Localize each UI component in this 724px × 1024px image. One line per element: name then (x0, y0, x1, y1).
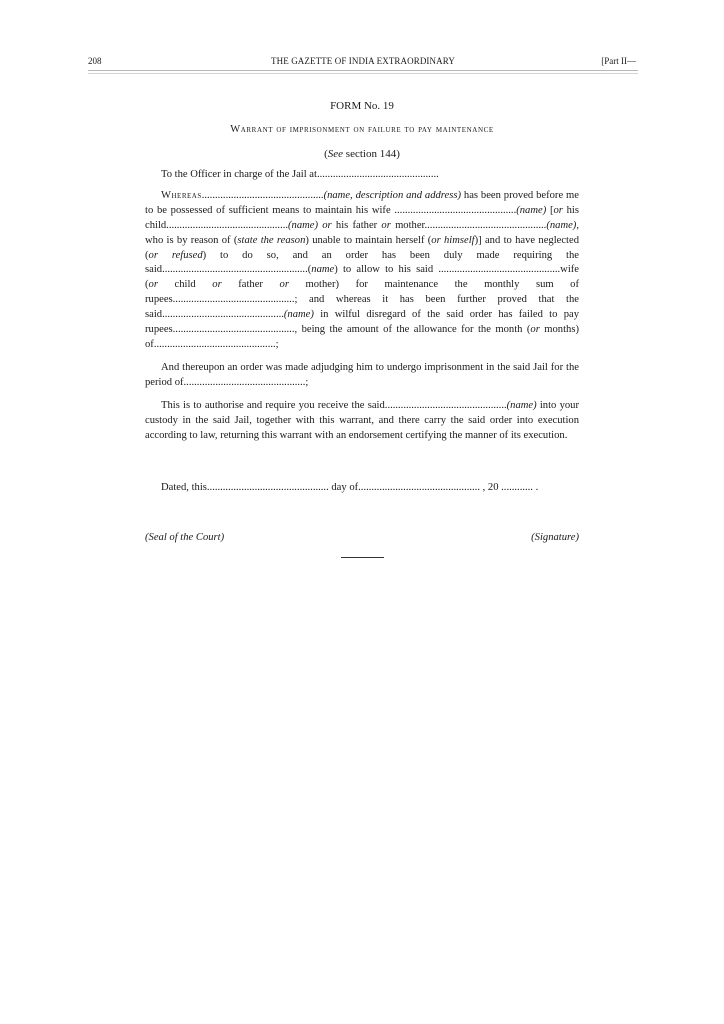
end-divider (341, 557, 384, 558)
gazette-title: THE GAZETTE OF INDIA EXTRAORDINARY (271, 56, 455, 66)
dated-line: Dated, this.............................................. day of.............................................. , 20 ............ . (161, 482, 539, 493)
page-number: 208 (88, 56, 102, 66)
signature-label: (Signature) (531, 532, 579, 543)
addressee-line: To the Officer in charge of the Jail at.............................................. (161, 169, 439, 180)
form-body (145, 168, 579, 451)
authorisation-paragraph: This is to authorise and require you receive the said..............................................(name) into your custody in the said Jail, together with this warrant, and there carry the said order into execution according to law, returning this warrant with an endorsement certifying the manner of its execution. (145, 399, 579, 441)
form-title: FORM No. 19 (330, 100, 394, 112)
seal-of-court: (Seal of the Court) (145, 532, 225, 543)
form-subtitle: Warrant of imprisonment on failure to pay maintenance (230, 124, 494, 135)
header-divider (88, 70, 638, 74)
part-label: [Part II— (601, 56, 636, 66)
whereas-paragraph: Whereas..............................................(name, description and address) has been proved before me to be possessed of sufficient means to maintain his wife ..............................................(name) [or his child..............................................(name) or his father or mother..............................................(name), who is by reason of (state the reason) unable to maintain herself (or himself)] and to have neglected (or refused) to do so, and an order has been duly made requiring the said.......................................................(name) to allow to his said ..............................................wife (or child or father or mother) for maintenance the monthly sum of rupees..............................................; and whereas it has been further proved that the said..............................................(name) in wilful disregard of the said order has failed to pay rupees.............................................., being the amount of the allowance for the month (or months) of..............................................; (145, 189, 580, 350)
order-paragraph: And thereupon an order was made adjudging him to undergo imprisonment in the said Jail for the period of..............................................; (145, 361, 579, 388)
page-header (88, 55, 638, 69)
section-reference: (See section 144) (324, 148, 400, 160)
